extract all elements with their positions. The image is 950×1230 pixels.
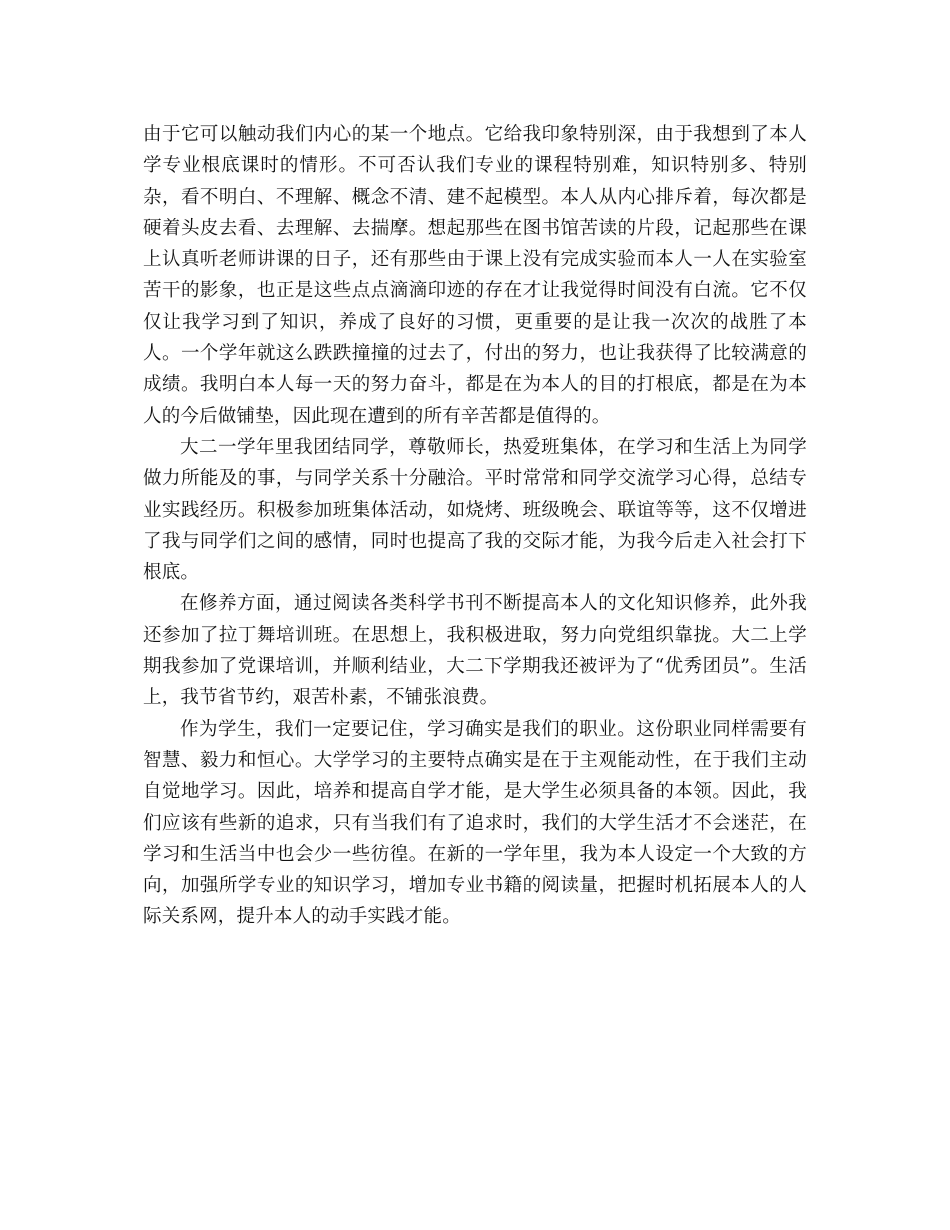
- paragraph-self-cultivation: 在修养方面，通过阅读各类科学书刊不断提高本人的文化知识修养，此外我还参加了拉丁舞培训班。在思想上，我积极进取，努力向党组织靠拢。大二上学期我参加了党课培训，并顺利结业，大二下学期我还被评为了“优秀团员”。生活上，我节省节约，艰苦朴素，不铺张浪费。: [143, 593, 807, 709]
- paragraph-study-goals: 作为学生，我们一定要记住，学习确实是我们的职业。这份职业同样需要有智慧、毅力和恒心。大学学习的主要特点确实是在于主观能动性，在于我们主动自觉地学习。因此，培养和提高自学才能，是大学生必须具备的本领。因此，我们应该有些新的追求，只有当我们有了追求时，我们的大学生活才不会迷茫，在学习和生活当中也会少一些彷徨。在新的一学年里，我为本人设定一个大致的方向，加强所学专业的知识学习，增加专业书籍的阅读量，把握时机拓展本人的人际关系网，提升本人的动手实践才能。: [143, 718, 807, 928]
- document-body: [143, 119, 807, 933]
- paragraph-class-relations: 大二一学年里我团结同学，尊敬师长，热爱班集体，在学习和生活上为同学做力所能及的事，与同学关系十分融洽。平时常常和同学交流学习心得，总结专业实践经历。积极参加班集体活动，如烧烤、班级晚会、联谊等等，这不仅增进了我与同学们之间的感情，同时也提高了我的交际才能，为我今后走入社会打下根底。: [143, 436, 807, 584]
- paragraph-continuation: 由于它可以触动我们内心的某一个地点。它给我印象特别深，由于我想到了本人学专业根底课时的情形。不可否认我们专业的课程特别难，知识特别多、特别杂，看不明白、不理解、概念不清、建不起模型。本人从内心排斥着，每次都是硬着头皮去看、去理解、去揣摩。想起那些在图书馆苦读的片段，记起那些在课上认真听老师讲课的日子，还有那些由于课上没有完成实验而本人一人在实验室苦干的影象，也正是这些点点滴滴印迹的存在才让我觉得时间没有白流。它不仅仅让我学习到了知识，养成了良好的习惯，更重要的是让我一次次的战胜了本人。一个学年就这么跌跌撞撞的过去了，付出的努力，也让我获得了比较满意的成绩。我明白本人每一天的努力奋斗，都是在为本人的目的打根底，都是在为本人的今后做铺垫，因此现在遭到的所有辛苦都是值得的。: [143, 124, 807, 427]
